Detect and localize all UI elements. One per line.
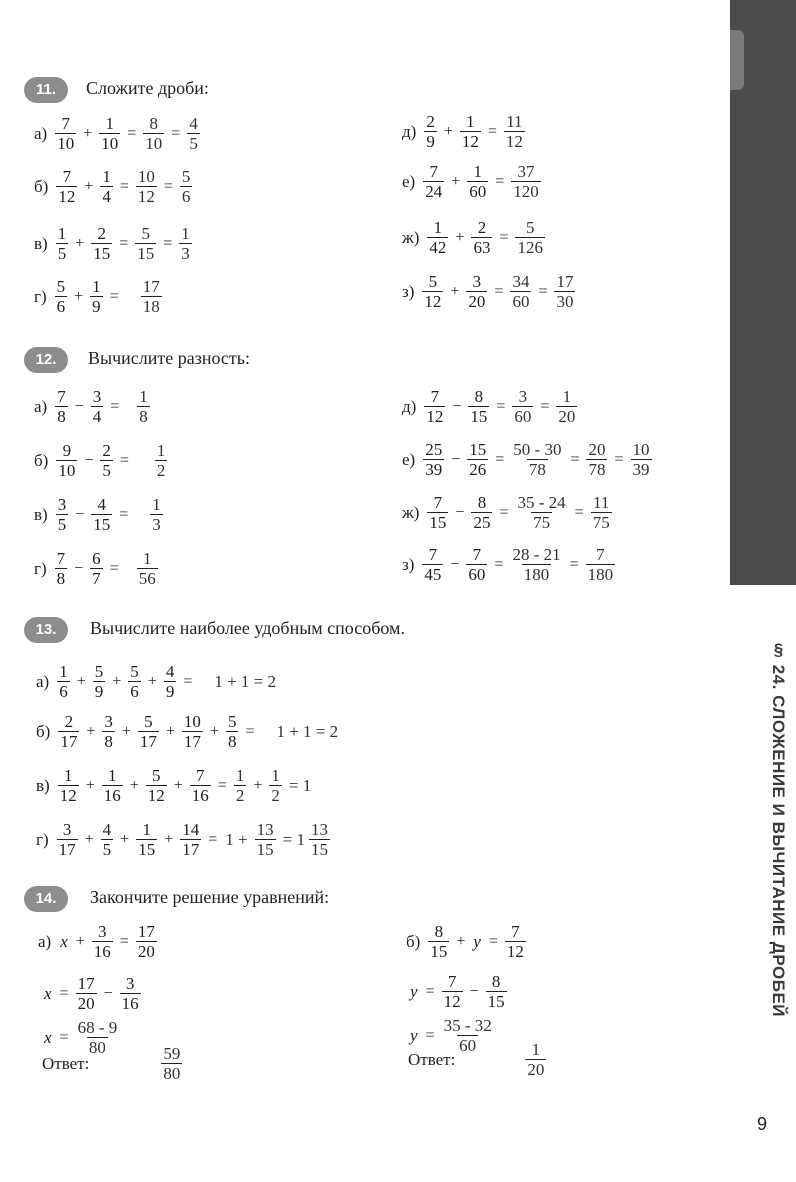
task-12-v: в) $\frac{3}{5}$ − $\frac{4}{15}$ = $\frac{1}{3}$ (34, 495, 161, 534)
page-number: 9 (757, 1114, 768, 1134)
task-13-title: Вычислите наиболее удобным способом. (90, 618, 405, 638)
task-12-title: Вычислите разность: (88, 348, 250, 368)
task-14-title: Закончите решение уравнений: (90, 887, 330, 907)
task-11-a: а) $\frac{7}{10}$ + $\frac{1}{10}$ = $\frac{8}{10}$ = $\frac{4}{5}$ (34, 114, 198, 153)
task-14-a-answer: Ответ: $\frac{59}{80}$ (42, 1044, 181, 1083)
task-11-z: з) $\frac{5}{12}$ + $\frac{3}{20}$ = $\frac{34}{60}$ = $\frac{17}{30}$ (402, 272, 574, 311)
task-11-zh: ж) $\frac{1}{42}$ + $\frac{2}{63}$ = $\frac{5}{126}$ (402, 218, 543, 257)
task-13-g: г) $\frac{3}{17}$ + $\frac{4}{5}$ + $\frac{1}{15}$ + $\frac{14}{17}$ = 1 + $\frac{13}{15}$ = 1 $\frac{13}{15}$ (36, 820, 328, 859)
task-12-b: б) $\frac{9}{10}$ − $\frac{2}{5}$ = $\frac{1}{2}$ (34, 441, 166, 480)
task-12-zh: ж) $\frac{7}{15}$ − $\frac{8}{25}$ = $\frac{35 - 24}{75}$ = $\frac{11}{75}$ (402, 493, 610, 532)
task-12-badge: 12. (24, 347, 68, 373)
task-14-badge: 14. (24, 886, 68, 912)
task-14-a-step2: x = $\frac{68 - 9}{80}$ (44, 1018, 118, 1057)
section-title-vertical: § 24. СЛОЖЕНИЕ И ВЫЧИТАНИЕ ДРОБЕЙ (769, 640, 788, 1018)
task-14-b-step1: y = $\frac{7}{12}$ − $\frac{8}{15}$ (410, 972, 505, 1011)
task-14-b-equation: б) $\frac{8}{15}$ + y = $\frac{7}{12}$ (406, 922, 524, 961)
task-13-a: а) $\frac{1}{6}$ + $\frac{5}{9}$ + $\frac{5}{6}$ + $\frac{4}{9}$ = 1 + 1 = 2 (36, 662, 277, 701)
side-tab-notch (730, 30, 744, 90)
task-12-a: а) $\frac{7}{8}$ − $\frac{3}{4}$ = $\frac{1}{8}$ (34, 387, 148, 426)
task-11-badge: 11. (24, 77, 68, 103)
task-14-b-step2: y = $\frac{35 - 32}{60}$ (410, 1016, 492, 1055)
task-11-e: е) $\frac{7}{24}$ + $\frac{1}{60}$ = $\frac{37}{120}$ (402, 162, 539, 201)
task-12-g: г) $\frac{7}{8}$ − $\frac{6}{7}$ = $\frac{1}{56}$ (34, 549, 156, 588)
task-11-v: в) $\frac{1}{5}$ + $\frac{2}{15}$ = $\frac{5}{15}$ = $\frac{1}{3}$ (34, 224, 190, 263)
task-13-badge: 13. (24, 617, 68, 643)
task-14-a-step1: x = $\frac{17}{20}$ − $\frac{3}{16}$ (44, 974, 139, 1013)
task-11-d: д) $\frac{2}{9}$ + $\frac{1}{12}$ = $\frac{11}{12}$ (402, 112, 523, 151)
task-12-z: з) $\frac{7}{45}$ − $\frac{7}{60}$ = $\frac{28 - 21}{180}$ = $\frac{7}{180}$ (402, 545, 614, 584)
task-14-a-equation: а) x + $\frac{3}{16}$ = $\frac{17}{20}$ (38, 922, 155, 961)
task-12-e: е) $\frac{25}{39}$ − $\frac{15}{26}$ = $\frac{50 - 30}{78}$ = $\frac{20}{78}$ = $\frac{10}{39}$ (402, 440, 650, 479)
task-11-g: г) $\frac{5}{6}$ + $\frac{1}{9}$ = $\frac{17}{18}$ (34, 277, 160, 316)
task-13-b: б) $\frac{2}{17}$ + $\frac{3}{8}$ + $\frac{5}{17}$ + $\frac{10}{17}$ + $\frac{5}{8}$ = 1 + 1 = 2 (36, 712, 339, 751)
task-14-b-answer: Ответ: $\frac{1}{20}$ (408, 1040, 545, 1079)
task-11-title: Сложите дроби: (86, 78, 209, 98)
task-13-v: в) $\frac{1}{12}$ + $\frac{1}{16}$ + $\frac{5}{12}$ + $\frac{7}{16}$ = $\frac{1}{2}$ + $\frac{1}{2}$ = 1 (36, 766, 312, 805)
task-11-b: б) $\frac{7}{12}$ + $\frac{1}{4}$ = $\frac{10}{12}$ = $\frac{5}{6}$ (34, 167, 191, 206)
task-12-d: д) $\frac{7}{12}$ − $\frac{8}{15}$ = $\frac{3}{60}$ = $\frac{1}{20}$ (402, 387, 576, 426)
